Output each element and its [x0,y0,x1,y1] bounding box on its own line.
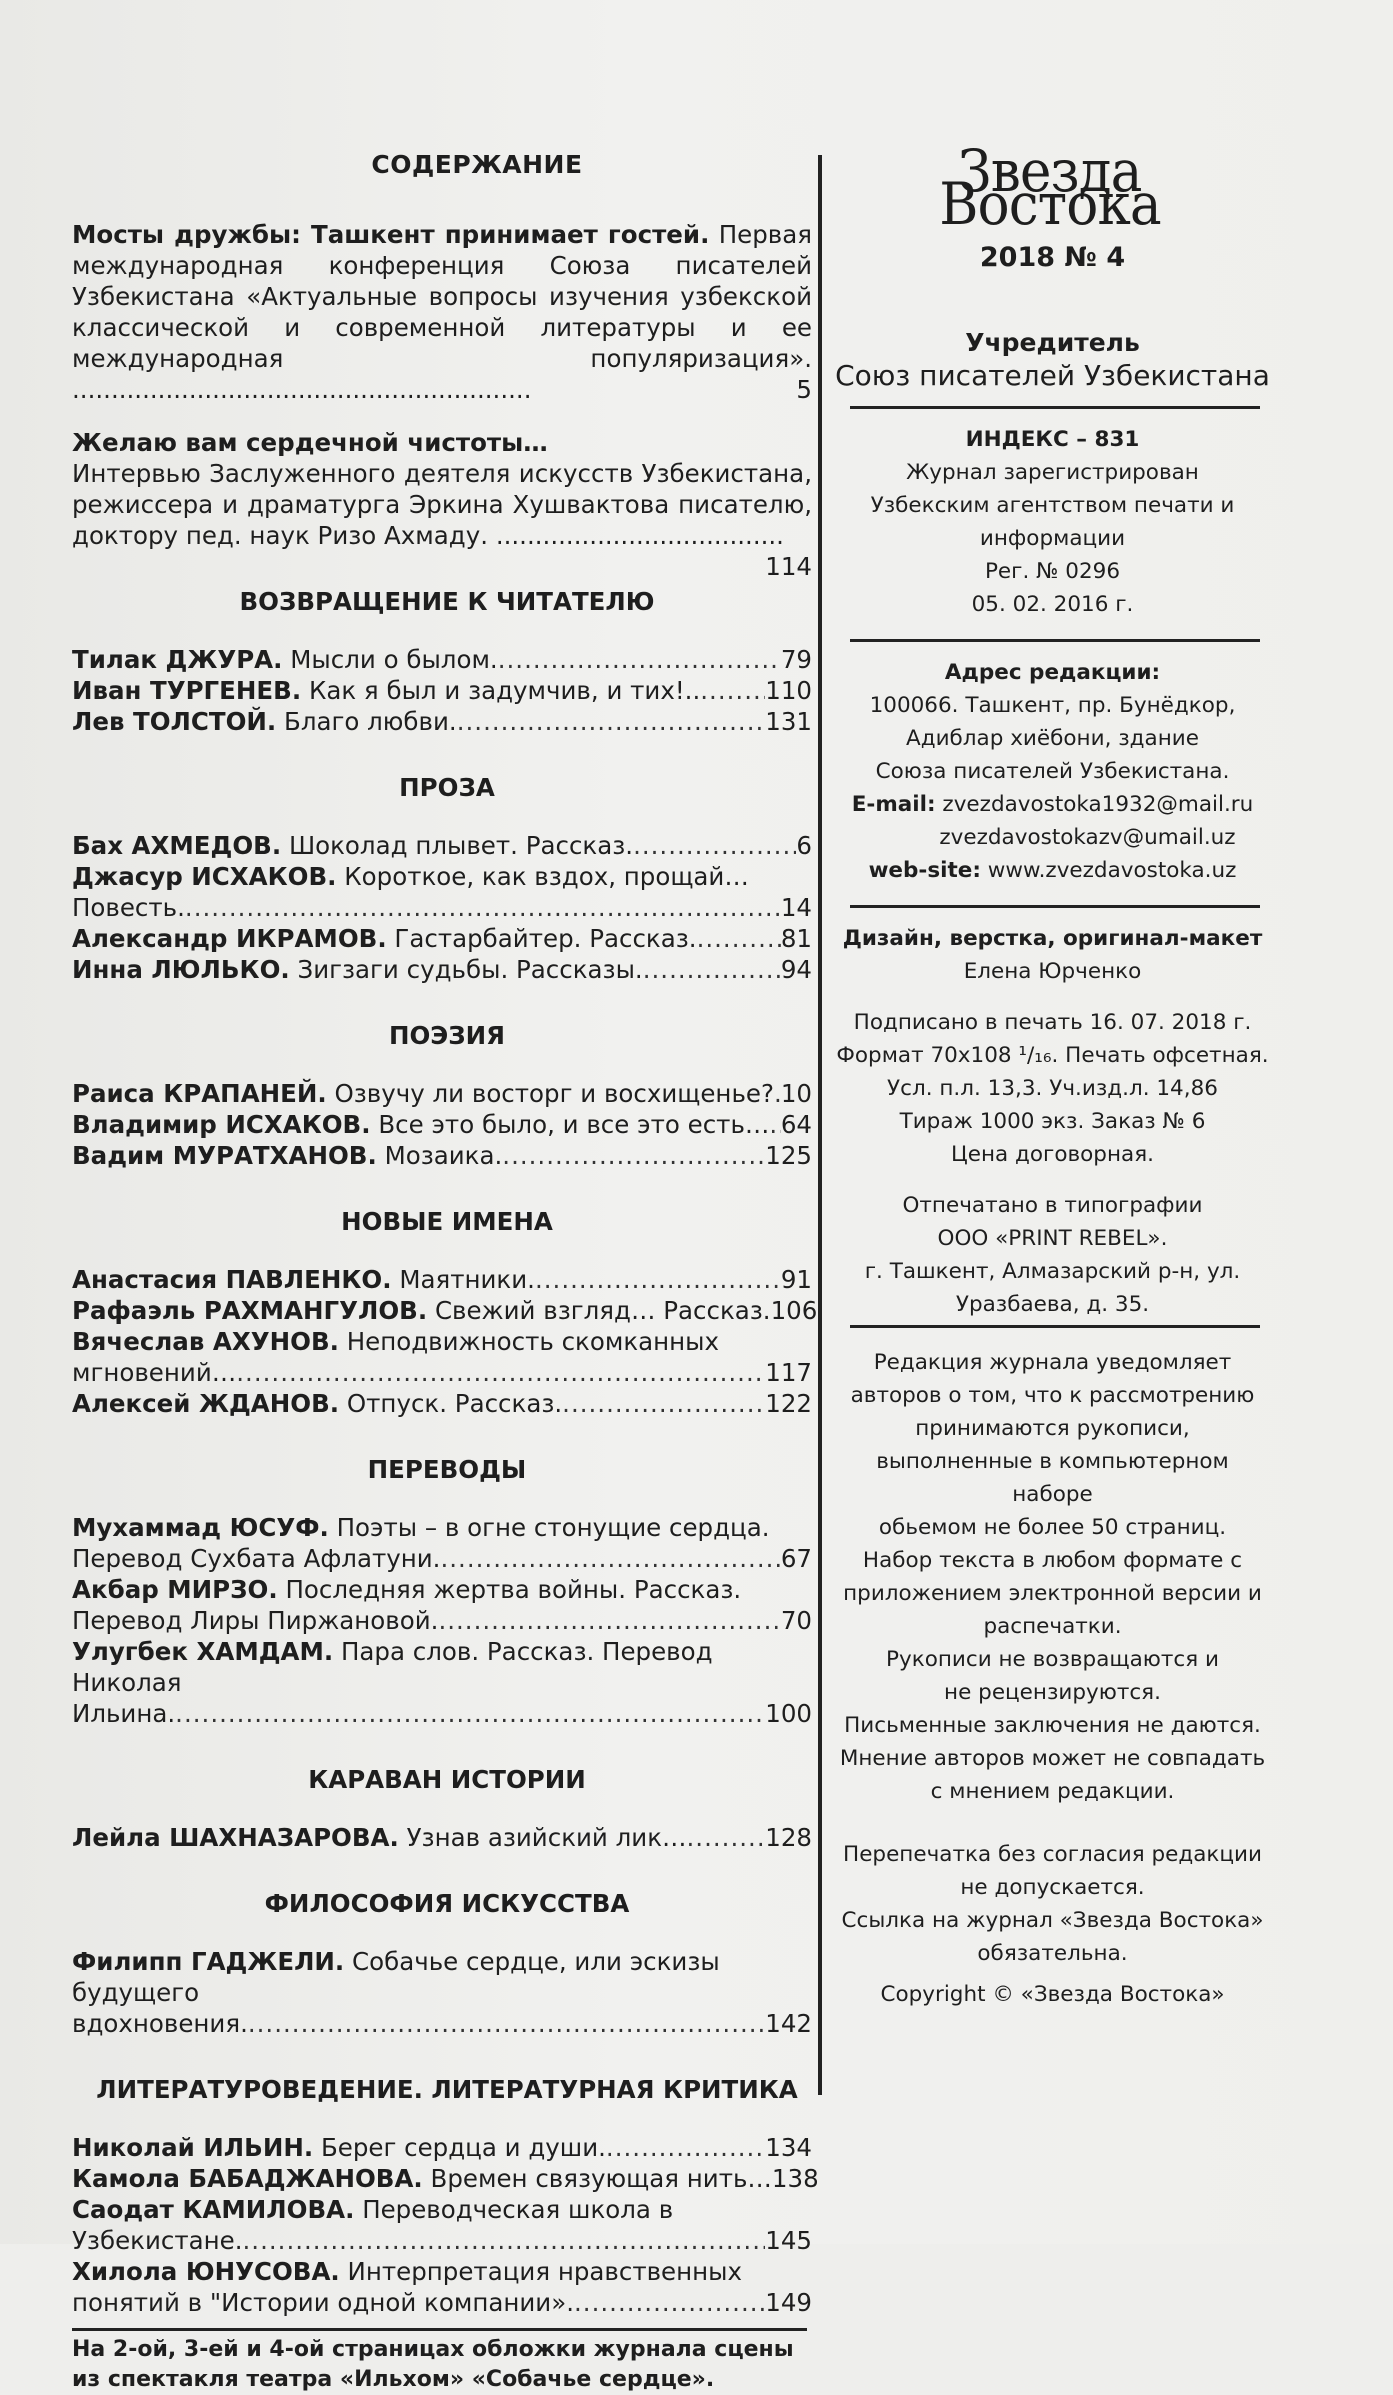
notice-line: Письменные заключения не даются. [844,1713,1261,1738]
entry-title: Интерпретация нравственных [347,2257,742,2286]
copyright: Copyright © «Звезда Востока» [880,1982,1225,2007]
reprint-line: не допускается. [960,1875,1145,1900]
printer-line: Отпечатано в типографии [902,1193,1203,1218]
intro-bold: Мосты дружбы: Ташкент принимает гостей. [72,220,710,249]
toc-entry[interactable] [72,675,812,706]
section-heading: КАРАВАН ИСТОРИИ [308,1765,586,1794]
section-heading: НОВЫЕ ИМЕНА [341,1207,553,1236]
entry-continuation: понятий в "Истории одной компании». [72,2288,574,2317]
entry-line [72,2287,812,2318]
entry-author: Тилак ДЖУРА. [72,645,283,674]
toc-entry[interactable] [72,1946,812,2039]
entry-text [72,1295,771,1326]
address-line: Союза писателей Узбекистана. [875,759,1230,784]
masthead [835,137,1270,2029]
leader-dots [438,1605,780,1636]
website-link[interactable]: www.zvezdavostoka.uz [987,858,1237,883]
entry-title: Шоколад плывет. Рассказ. [288,831,634,860]
printer-block [835,1189,1270,1339]
leader-dots [457,706,766,737]
toc-entry[interactable] [72,2194,812,2256]
entry-line [72,644,812,675]
entry-line [72,1357,812,1388]
page-number: 131 [765,707,812,736]
page-number: 70 [780,1606,812,1635]
designer: Елена Юрченко [963,959,1142,984]
entry-title: Берег сердца и души. [320,2133,606,2162]
page-number: 122 [765,1389,812,1418]
entry-line [72,1326,812,1357]
entry-line [72,2163,819,2194]
page-number: 142 [765,2009,812,2038]
entry-text [72,675,700,706]
registration-line: Рег. № 0296 [984,559,1121,584]
address-line: Адиблар хиёбони, здание [906,726,1199,751]
web-label: web-site: [868,858,981,883]
entry-author: Джасур ИСХАКОВ. [72,862,337,891]
design-block [835,908,1270,1006]
section-heading: ВОЗВРАЩЕНИЕ К ЧИТАТЕЛЮ [239,587,655,616]
address-label: Адрес редакции: [944,660,1161,685]
toc-entry[interactable] [72,1295,818,1326]
toc-entry[interactable] [72,1574,812,1636]
reprint-line: обязательна. [977,1941,1128,1966]
page-number: 134 [765,2133,812,2162]
entry-line [72,1636,812,1698]
entry-author: Александр ИКРАМОВ. [72,924,387,953]
entry-line [72,830,812,861]
page-number: 10 [780,1079,812,1108]
entry-continuation: Ильина. [72,1699,176,1728]
section-heading: ЛИТЕРАТУРОВЕДЕНИЕ. ЛИТЕРАТУРНАЯ КРИТИКА [96,2075,798,2104]
entry-author: Бах АХМЕДОВ. [72,831,282,860]
toc-entry[interactable] [72,1636,812,1729]
reprint-block [835,1826,1270,2029]
notice-line: Рукописи не возвращаются и [886,1647,1219,1672]
entry-author: Лейла ШАХНАЗАРОВА. [72,1823,399,1852]
entry-line [72,1822,812,1853]
entry-line [72,1543,812,1574]
entry-author: Лев ТОЛСТОЙ. [72,707,277,736]
entry-title: Поэты – в огне стонущие сердца. [336,1513,770,1542]
registration-block [835,409,1270,639]
entry-continuation: Перевод Лиры Пиржановой. [72,1606,439,1635]
entry-title: Мозаика. [384,1141,503,1170]
toc-entry[interactable] [72,2132,812,2163]
entry-text [72,923,697,954]
entry-line [72,1698,812,1729]
entry-line [72,1512,812,1543]
page-number: 106 [770,1296,818,1325]
notice-line: обьемом не более 50 страниц. [878,1515,1227,1540]
notice-line: приложением электронной версии и [843,1581,1262,1606]
entry-title: Маятники. [399,1265,535,1294]
entry-title: Собачье сердце, или эскизы будущего [72,1947,720,2007]
entry-author: Иван ТУРГЕНЕВ. [72,676,302,705]
toc-title: СОДЕРЖАНИЕ [371,150,583,179]
entry-author: Хилола ЮНУСОВА. [72,2257,340,2286]
toc-entry[interactable] [72,706,812,737]
entry-line [72,861,812,892]
print-line: Подписано в печать 16. 07. 2018 г. [853,1010,1252,1035]
leader-dots [687,1822,766,1853]
toc-entry[interactable] [72,2256,812,2318]
entry-author: Владимир ИСХАКОВ. [72,1110,371,1139]
entry-text [72,1109,769,1140]
printer-line: Уразбаева, д. 35. [955,1292,1150,1317]
leader-dots [606,2132,765,2163]
entry-title: Свежий взгляд… Рассказ. [434,1296,771,1325]
toc-entry[interactable] [72,2163,819,2194]
section-heading: ПЕРЕВОДЫ [367,1455,527,1484]
entry-line [72,1295,818,1326]
table-of-contents [72,140,819,2395]
entry-line [72,2194,812,2225]
leader-dots [769,1109,780,1140]
page-number: 138 [771,2164,819,2193]
page-number: 67 [780,1544,812,1573]
entry-line [72,1078,812,1109]
column-divider [818,155,822,2095]
entry-line [72,923,812,954]
notice-line: принимаются рукописи, [915,1416,1190,1441]
entry-author: Мухаммад ЮСУФ. [72,1513,329,1542]
leader-dots [774,1078,781,1109]
entry-title: Гастарбайтер. Рассказ. [394,924,697,953]
toc-entry[interactable] [72,954,812,985]
entry-line [72,1264,812,1295]
leader-dots [574,2287,765,2318]
leader-dots [175,1698,765,1729]
page-number: 5 [796,375,812,404]
page-number: 110 [765,676,812,705]
toc-entry[interactable] [72,1078,812,1109]
entry-title: Переводческая школа в [362,2195,674,2224]
print-line: Тираж 1000 экз. Заказ № 6 [899,1109,1206,1134]
toc-entry[interactable] [72,1512,812,1574]
email-line [835,788,1270,821]
entry-author: Алексей ЖДАНОВ. [72,1389,340,1418]
notice-line: не рецензируются. [944,1680,1161,1705]
entry-text [72,1822,687,1853]
entry-line [72,1605,812,1636]
entry-title: Зигзаги судьбы. Рассказы. [297,955,643,984]
entry-line [72,706,812,737]
toc-entry[interactable] [72,644,812,675]
leader-dots [236,1357,765,1388]
entry-author: Вячеслав АХУНОВ. [72,1327,339,1356]
entry-continuation: Перевод Сухбата Афлатуни. [72,1544,441,1573]
entry-text [72,954,643,985]
printer-line: г. Ташкент, Алмазарский р-н, ул. [864,1259,1241,1284]
print-line: Цена договорная. [951,1142,1154,1167]
entry-author: Филипп ГАДЖЕЛИ. [72,1947,345,1976]
design-label: Дизайн, верстка, оригинал-макет [842,926,1263,951]
entry-author: Инна ЛЮЛЬКО. [72,955,290,984]
page-number: 81 [780,924,812,953]
page-number: 6 [796,831,812,860]
toc-sections [72,587,819,2318]
section-heading: ПОЭЗИЯ [388,1021,506,1050]
entry-author: Акбар МИРЗО. [72,1575,278,1604]
registration-line: 05. 02. 2016 г. [971,592,1134,617]
page-number: 14 [780,893,812,922]
entry-author: Раиса КРАПАНЕЙ. [72,1079,327,1108]
toc-entry[interactable] [72,861,812,923]
entry-line [72,2008,812,2039]
toc-entry[interactable] [72,1326,812,1388]
entry-text [72,2132,606,2163]
entry-line [72,1140,812,1171]
page-number: 91 [780,1265,812,1294]
leader-dots [440,1543,780,1574]
leader-dots [498,644,781,675]
entry-text [72,2163,772,2194]
entry-title: Озвучу ли восторг и восхищенье? [334,1079,774,1108]
entry-line [72,2225,812,2256]
leader-dots [248,2008,765,2039]
index: ИНДЕКС – 831 [965,427,1140,452]
email-label: E-mail: [851,792,936,817]
toc-entry[interactable] [72,1140,812,1171]
website-line [835,854,1270,887]
entry-line [72,1388,812,1419]
entry-title: Благо любви. [284,707,457,736]
leader-dots [700,675,765,706]
entry-line [72,1109,812,1140]
notice-line: Редакция журнала уведомляет [873,1350,1232,1375]
entry-line [72,2256,812,2287]
entry-text [72,644,498,675]
page-number: 94 [780,955,812,984]
toc-intro-item [72,219,812,405]
entry-title: Отпуск. Рассказ. [346,1389,563,1418]
notice-block [835,1328,1270,1826]
page-number: 145 [765,2226,812,2255]
address-block [835,642,1270,905]
section-heading: ПРОЗА [399,773,495,802]
entry-author: Рафаэль РАХМАНГУЛОВ. [72,1296,428,1325]
toc-intro-item [72,427,812,581]
page-number: 149 [765,2288,812,2317]
notice-line: авторов о том, что к рассмотрению [850,1383,1255,1408]
notice-line: Мнение авторов может не совпадать [839,1746,1266,1771]
entry-text [72,1078,774,1109]
page-number: 117 [765,1358,812,1387]
leader-dots [185,892,781,923]
reprint-line: Ссылка на журнал «Звезда Востока» [841,1908,1264,1933]
page-number: 128 [765,1823,812,1852]
notice-line: с мнением редакции. [930,1779,1175,1804]
registration-line: Узбекским агентством печати и [870,493,1235,518]
entry-title: Все это было, и все это есть… [378,1110,770,1139]
entry-continuation: Повесть. [72,893,185,922]
issue-number: 2018 № 4 [979,242,1126,273]
leader-dots [562,1388,765,1419]
entry-author: Вадим МУРАТХАНОВ. [72,1141,377,1170]
founder-label: Учредитель [965,328,1140,357]
toc-entry[interactable] [72,830,812,861]
magazine-logo: Звезда Востока [939,137,1161,238]
entry-text [72,830,633,861]
entry-title: Последняя жертва войны. Рассказ. [285,1575,742,1604]
notice-line: распечатки. [983,1614,1122,1639]
leader-dots [633,830,796,861]
entry-author: Анастасия ПАВЛЕНКО. [72,1265,392,1294]
intro-text: Интервью Заслуженного деятеля искусств Узбекистана, режиссера и драматурга Эркина Хушвактова писателю, доктору пед. наук Ризо Ахмаду. ..................................... [72,459,812,550]
printer-line: ООО «PRINT REBEL». [937,1226,1168,1251]
page-number: 125 [765,1141,812,1170]
entry-continuation: мгновений… [72,1358,237,1387]
leader-dots [502,1140,765,1171]
registration-line: Журнал зарегистрирован [906,460,1199,485]
toc-entry[interactable] [72,1388,812,1419]
toc-entry[interactable] [72,923,812,954]
leader-dots [535,1264,781,1295]
entry-title: Короткое, как вздох, прощай… [344,862,749,891]
entry-title: Пара слов. Рассказ. Перевод Николая [72,1637,713,1697]
entry-author: Камола БАБАДЖАНОВА. [72,2164,423,2193]
entry-continuation: Узбекистане. [72,2226,243,2255]
entry-title: Мысли о былом. [290,645,498,674]
cover-footnote: На 2-ой, 3-ей и 4-ой страницах обложки журнала сцены из спектакля театра «Ильхом» «Собачье сердце». [72,2328,807,2395]
entry-line [72,2132,812,2163]
entry-line [72,1946,812,2008]
leader-dots [243,2225,766,2256]
entry-line [72,1574,812,1605]
page-number: 114 [765,552,812,581]
entry-continuation: вдохновения. [72,2009,248,2038]
entry-text [72,1388,562,1419]
intro-bold: Желаю вам сердечной чистоты… [72,428,548,457]
entry-text [72,1140,502,1171]
entry-text [72,706,457,737]
entry-line [72,892,812,923]
notice-line: выполненные в компьютерном наборе [876,1449,1229,1507]
entry-title: Неподвижность скомканных [346,1327,720,1356]
section-heading: ФИЛОСОФИЯ ИСКУССТВА [264,1889,630,1918]
page-number: 64 [780,1110,812,1139]
founder: Союз писателей Узбекистана [835,359,1270,392]
entry-author: Улугбек ХАМДАМ. [72,1637,334,1666]
entry-title: Времен связующая нить… [430,2164,772,2193]
print-line: Усл. п.л. 13,3. Уч.изд.л. 14,86 [887,1076,1218,1101]
entry-title: Узнав азийский лик… [406,1823,687,1852]
address-line: 100066. Ташкент, пр. Бунёдкор, [869,693,1236,718]
entry-author: Саодат КАМИЛОВА. [72,2195,355,2224]
toc-entry[interactable] [72,1264,812,1295]
toc-entry[interactable] [72,1109,812,1140]
print-line: Формат 70х108 ¹/₁₆. Печать офсетная. [836,1043,1269,1068]
registration-line: информации [979,526,1126,551]
email-link[interactable]: zvezdavostoka1932@mail.ru [942,792,1254,817]
email-link-2[interactable]: zvezdavostokazv@umail.uz [939,825,1236,850]
toc-entry[interactable] [72,1822,812,1853]
entry-text [72,1264,535,1295]
page-number: 100 [765,1699,812,1728]
entry-title: Как я был и задумчив, и тих!.. [308,676,701,705]
print-block [835,1006,1270,1189]
entry-author: Николай ИЛЬИН. [72,2133,314,2162]
notice-line: Набор текста в любом формате с [862,1548,1243,1573]
page-number: 79 [780,645,812,674]
leader-dots [697,923,781,954]
intro-text: Первая международная конференция Союза писателей Узбекистана «Актуальные вопросы изучения узбекской классической и современной литературы и ее международная популяризация». ........................................................... [72,220,812,404]
entry-line [72,954,812,985]
reprint-line: Перепечатка без согласия редакции [843,1842,1262,1867]
entry-line [72,675,812,706]
leader-dots [643,954,781,985]
